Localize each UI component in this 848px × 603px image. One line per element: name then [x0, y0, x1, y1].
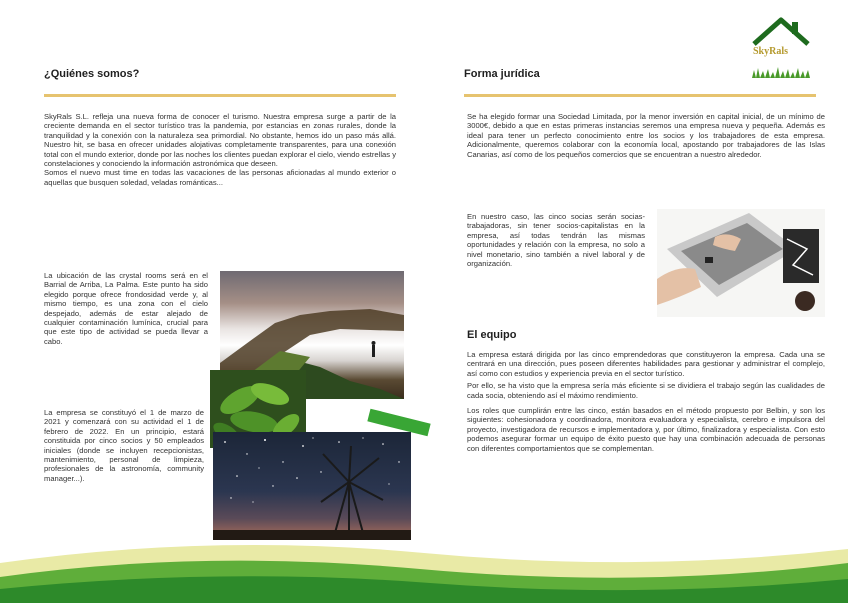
section-heading-legal: Forma jurídica: [464, 68, 540, 80]
partners-text: En nuestro caso, las cinco socias serán socias-trabajadoras, sin tener socios-capitalistas en la empresa, así todas tendrán las mismas oportunidades y relación con la empresa, no solo a nivel monetario, sino también a nivel laboral y de organización.: [467, 212, 645, 269]
house-roof-icon: [748, 14, 814, 48]
bottom-wave-decoration: [0, 533, 848, 603]
location-text: La ubicación de las crystal rooms será en el Barrial de Arriba, La Palma. Este punto ha sido elegido porque ofrece frondosidad verde y, al mismo tiempo, es una zona con el cielo despejado, además de estar alejado de cualquier contaminación lumínica, crucial para que este tipo de actividad se pueda llevar a cabo.: [44, 271, 208, 346]
company-logo: [748, 14, 814, 82]
team-text: [467, 350, 825, 453]
team-paragraph-1: La empresa estará dirigida por las cinco emprendedoras que constituyeron la empresa. Cada una se centrará en una dirección, pues poseen diferentes habilidades para gestionar y administrar el complejo, así como con estudios y experiencia previa en el sector turístico.: [467, 350, 825, 378]
heading-underline: [44, 94, 396, 97]
team-paragraph-3: Los roles que cumplirán entre las cinco, están basados en el método propuesto por Belbin, y son los siguientes: cohesionadora y coordinadora, monitora evaluadora y especialista, cerebro e impulsora del proyecto, investigadora de recursos e implementadora y, por último, finalizadora y especialista. Con esto podemos asegurar formar un equipo de éxito puesto que hay una combinación adecuada de personas con diferentes comportamientos que se complementan.: [467, 406, 825, 453]
section-heading-about: ¿Quiénes somos?: [44, 68, 140, 80]
grass-icon: [748, 64, 814, 80]
legal-text: Se ha elegido formar una Sociedad Limitada, por la menor inversión en capital inicial, de un mínimo de 3000€, debido a que en estas primeras instancias seremos una empresa nueva y pequeña. Además es ideal para tener un perfecto conocimiento entre los socios y los trabajadores de esta empresa. Adicionalmente, queremos colaborar con la economía local, apostando por trabajadores de las Islas Canarias, así como de los pequeños comercios que se encuentran a nuestro alrededor.: [467, 112, 825, 159]
laptop-typing-photo: [657, 209, 825, 317]
team-paragraph-2: Por ello, se ha visto que la empresa sería más eficiente si se dividiera el trabajo según las cualidades de cada socia, obteniendo así el máximo rendimiento.: [467, 381, 825, 400]
starry-sky-windmill-photo: [213, 432, 411, 540]
section-heading-team: El equipo: [467, 329, 517, 341]
about-paragraph-2: Somos el nuevo must time en todas las vacaciones de las personas aficionadas al mundo exterior o aquellas que busquen soledad, veladas románticas...: [44, 168, 396, 187]
logo-text: SkyRals: [753, 46, 789, 57]
heading-underline: [464, 94, 816, 97]
founded-text: La empresa se constituyó el 1 de marzo de 2021 y comenzará con su actividad el 1 de febrero de 2022. En un principio, estará constituida por cinco socios y 50 empleados iniciales (donde se incluyen recepcionistas, mantenimiento, personal de limpieza, profesionales de la astronomía, community manager...).: [44, 408, 204, 483]
about-paragraph: SkyRals S.L. refleja una nueva forma de conocer el turismo. Nuestra empresa surge a partir de la creciente demanda en el sector turístico tras la pandemia, por estancias en zonas rurales, donde la tranquilidad y la conexión con la naturaleza sea primordial. No obstante, hemos ido un paso más allá. Nuestro hit, se basa en ofrecer unidades alojativas completamente transparentes, para una conexión total con el mundo exterior, donde por las noches los clientes puedan explorar el cielo, viendo estrellas y constelaciones y conociendo la información astronómica que deseen.: [44, 112, 396, 169]
about-text: [44, 112, 396, 187]
